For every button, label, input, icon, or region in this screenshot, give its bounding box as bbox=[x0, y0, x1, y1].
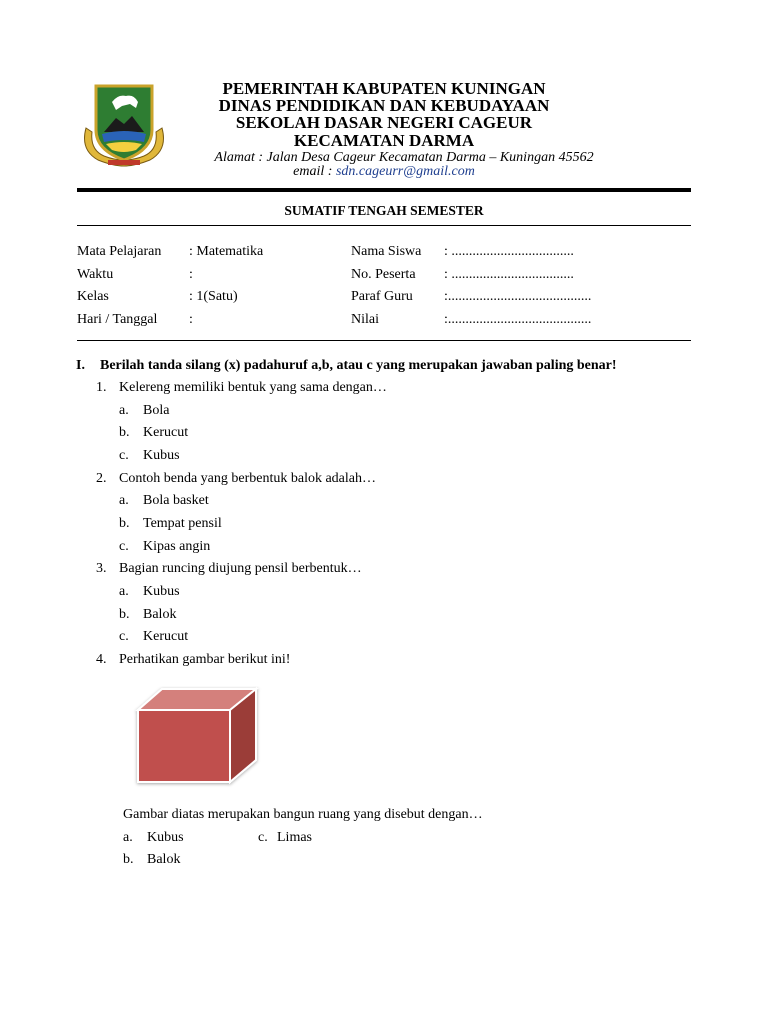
email-value[interactable]: sdn.cageurr@gmail.com bbox=[335, 164, 475, 179]
header-line-1: PEMERINTAH KABUPATEN KUNINGAN bbox=[222, 79, 546, 98]
info-left-label-3: Hari / Tanggal bbox=[77, 312, 158, 327]
info-left-label-2: Kelas bbox=[77, 289, 109, 304]
cuboid-front-face bbox=[138, 710, 230, 782]
info-right-label-1: No. Peserta bbox=[351, 267, 416, 282]
info-right-value-2: :......................................... bbox=[444, 289, 592, 304]
question-1-option-b[interactable]: b. Kerucut bbox=[119, 425, 189, 440]
question-3-option-a[interactable]: a. Kubus bbox=[119, 584, 180, 599]
info-right-value-1: : ................................... bbox=[444, 267, 574, 282]
info-right-label-3: Nilai bbox=[351, 312, 379, 327]
section-instruction-text: Berilah tanda silang (x) padahuruf a,b, atau c yang merupakan jawaban paling benar! bbox=[100, 358, 617, 373]
question-3-option-c[interactable]: c. Kerucut bbox=[119, 629, 189, 644]
info-left-value-3: : bbox=[189, 312, 193, 327]
info-divider bbox=[77, 340, 691, 341]
question-1-option-c[interactable]: c. Kubus bbox=[119, 448, 180, 463]
question-1-text: Kelereng memiliki bentuk yang sama dengan… bbox=[119, 380, 387, 395]
question-4-option-b[interactable]: b. Balok bbox=[123, 852, 181, 867]
header-divider-thick bbox=[77, 188, 691, 192]
info-right-value-0: : ................................... bbox=[444, 244, 574, 259]
question-4-caption: Gambar diatas merupakan bangun ruang yang disebut dengan… bbox=[123, 807, 483, 822]
header-line-2: DINAS PENDIDIKAN DAN KEBUDAYAAN bbox=[218, 96, 550, 115]
school-address: Alamat : Jalan Desa Cageur Kecamatan Darma – Kuningan 45562 bbox=[214, 150, 594, 165]
info-left-value-1: : bbox=[189, 267, 193, 282]
question-4: 4. Perhatikan gambar berikut ini! bbox=[96, 652, 291, 667]
section-number: I. bbox=[76, 358, 85, 373]
info-right-label-0: Nama Siswa bbox=[351, 244, 422, 259]
question-3-option-b[interactable]: b. Balok bbox=[119, 607, 177, 622]
info-right-value-3: :......................................... bbox=[444, 312, 592, 327]
question-1-option-a[interactable]: a. Bola bbox=[119, 403, 170, 418]
title-divider bbox=[77, 225, 691, 226]
question-1: 1. Kelereng memiliki bentuk yang sama dengan… bbox=[96, 380, 387, 395]
question-4-text: Perhatikan gambar berikut ini! bbox=[119, 652, 291, 667]
info-left-value-2: : 1(Satu) bbox=[189, 289, 238, 304]
header-line-3: SEKOLAH DASAR NEGERI CAGEUR bbox=[235, 113, 533, 132]
info-left-label-0: Mata Pelajaran bbox=[77, 244, 162, 259]
question-2-option-c[interactable]: c. Kipas angin bbox=[119, 539, 211, 554]
question-2: 2. Contoh benda yang berbentuk balok adalah… bbox=[96, 471, 376, 486]
email-label: email : bbox=[293, 164, 336, 179]
section-instruction bbox=[76, 358, 617, 374]
info-left-value-0: : Matematika bbox=[189, 244, 264, 259]
question-3-text: Bagian runcing diujung pensil berbentuk… bbox=[119, 561, 362, 576]
cuboid-illustration bbox=[130, 686, 262, 788]
question-4-option-c[interactable]: c. Limas bbox=[258, 830, 312, 845]
question-2-option-b[interactable]: b. Tempat pensil bbox=[119, 516, 222, 531]
question-3: 3. Bagian runcing diujung pensil berbentuk… bbox=[96, 561, 362, 576]
question-2-text: Contoh benda yang berbentuk balok adalah… bbox=[119, 471, 376, 486]
question-2-option-a[interactable]: a. Bola basket bbox=[119, 493, 209, 508]
header-line-4: KECAMATAN DARMA bbox=[293, 131, 475, 150]
school-email bbox=[0, 164, 768, 180]
info-left-label-1: Waktu bbox=[77, 267, 114, 282]
exam-title: SUMATIF TENGAH SEMESTER bbox=[284, 203, 484, 218]
question-4-option-a[interactable]: a. Kubus bbox=[123, 830, 184, 845]
info-right-label-2: Paraf Guru bbox=[351, 289, 413, 304]
